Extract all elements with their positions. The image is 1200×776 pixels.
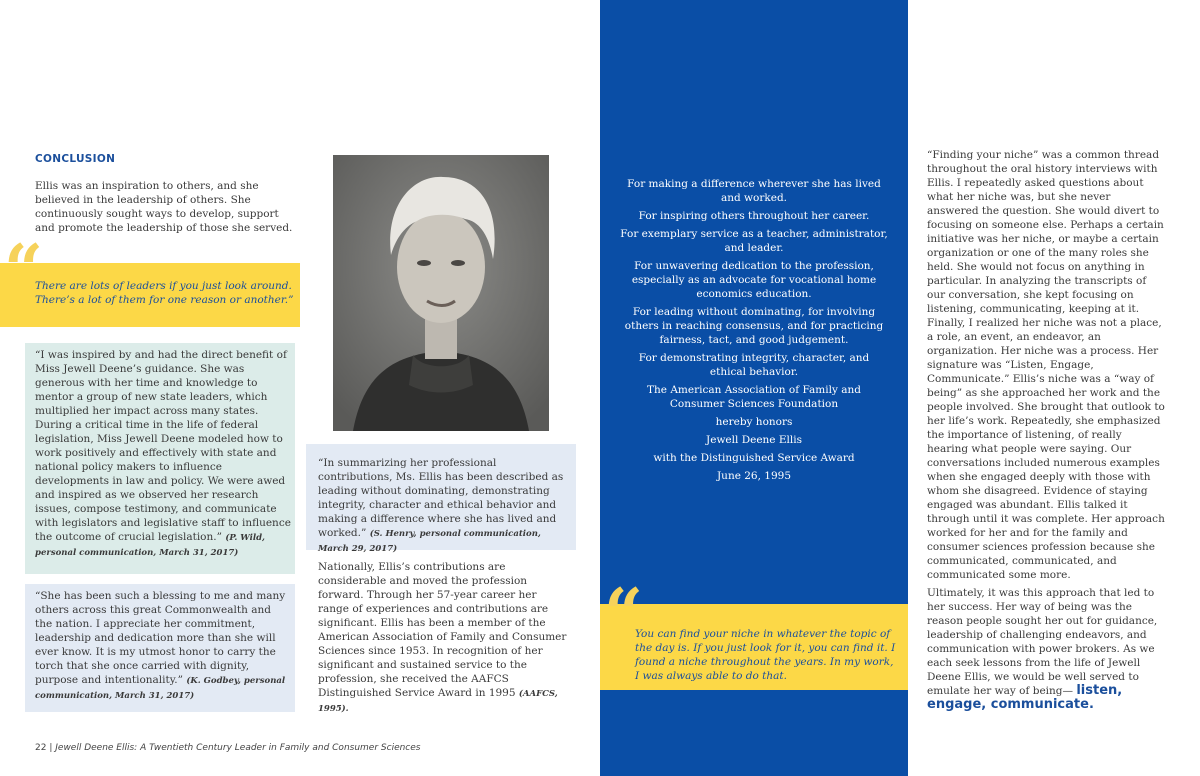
- closing-paragraph: [927, 586, 1165, 712]
- testimonial-godbey-cite: (K. Godbey, personal communication, March 31, 2017): [35, 676, 286, 701]
- award-line: June 26, 1995: [716, 470, 792, 482]
- award-line: with the Distinguished Service Award: [653, 452, 855, 464]
- portrait-illustration: [333, 155, 549, 431]
- award-line: For unwavering dedication to the profession, especially as an advocate for vocational home economics education.: [631, 260, 877, 300]
- award-citation: [620, 177, 888, 487]
- award-line: For making a difference wherever she has lived and worked.: [627, 178, 881, 204]
- pull-quote-niche: You can find your niche in whatever the topic of the day is. If you just look for it, you can find it. I found a niche throughout the years. In my work, I was always able to do that.: [635, 628, 896, 682]
- page-footer: [35, 743, 420, 753]
- conclusion-heading: CONCLUSION: [35, 153, 116, 165]
- award-line: hereby honors: [715, 416, 793, 428]
- award-line: For leading without dominating, for involving others in reaching consensus, and for practicing fairness, tact, and good judgement.: [624, 306, 884, 346]
- testimonial-godbey-text: “She has been such a blessing to me and many others across this great Commonwealth and the nation. I appreciate her commitment, leadership and dedication more than she will ever know. It is my utmost honor to carry the torch that she once carried with dignity, purpose and intentionality.”: [35, 590, 286, 686]
- award-line: The American Association of Family and Consumer Sciences Foundation: [647, 384, 861, 410]
- closing-text: Ultimately, it was this approach that led to her success. Her way of being was the reason people sought her out for guidance, leadership of challenging endeavors, and communication with power brokers. As we each seek lessons from the life of Jewell Deene Ellis, we would be well served to emulate her way of being—: [927, 587, 1158, 697]
- footer-title: Jewell Deene Ellis: A Twentieth Century Leader in Family and Consumer Sciences: [55, 743, 421, 753]
- award-line: For inspiring others throughout her career.: [638, 210, 870, 222]
- testimonial-wild-text: “I was inspired by and had the direct benefit of Miss Jewell Deene’s guidance. She was generous with her time and knowledge to mentor a group of new state leaders, which multiplied her impact across many states. During a critical time in the life of federal legislation, Miss Jewell Deene modeled how to work positively and effectively with state and national policy makers to influence developments in law and policy. We were awed and inspired as we observed her research issues, compose testimony, and communicate with legislators and legislative staff to influence the outcome of crucial legislation.”: [35, 349, 291, 543]
- portrait-photo: [333, 155, 549, 431]
- conclusion-intro: Ellis was an inspiration to others, and she believed in the leadership of others. She continuously sought ways to develop, support and promote the leadership of those she served.: [35, 180, 293, 234]
- national-cite: (AAFCS, 1995).: [318, 689, 558, 714]
- niche-paragraph: “Finding your niche” was a common thread throughout the oral history interviews with Ellis. I repeatedly asked questions about what her niche was, but she never answered the question. She would divert to focusing on someone else. Perhaps a certain initiative was her niche, or maybe a certain organization or one of the many roles she held. She would not focus on anything in particular. In analyzing the transcripts of our conversation, she kept focusing on listening, communicating, keeping at it. Finally, I realized her niche was not a place, a role, an event, an endeavor, an organization. Her niche was a process. Her signature was “Listen, Engage, Communicate.” Ellis’s niche was a “way of being” as she approached her work and the people involved. She brought that outlook to her life’s work. Repeatedly, she emphasized the importance of listening, of really hearing what people were saying. Our conversations included numerous examples when she engaged deeply with those with whom she disagreed. Evidence of staying engaged was abundant. Ellis talked it through until it was complete. Her approach worked for her and for the family and consumer sciences profession because she communicated, communicated, and communicated some more.: [927, 149, 1165, 581]
- testimonial-henry-text: “In summarizing her professional contributions, Ms. Ellis has been described as leading without dominating, demonstrating integrity, character and ethical behavior and making a difference where she has lived and worked.”: [318, 457, 564, 539]
- award-line: For demonstrating integrity, character, and ethical behavior.: [638, 352, 870, 378]
- testimonial-wild: [35, 348, 291, 560]
- national-text: Nationally, Ellis’s contributions are considerable and moved the profession forward. Through her 57-year career her range of experiences and contributions are significant. Ellis has been a member of the American Association of Family and Consumer Sciences since 1953. In recognition of her significant and sustained service to the profession, she received the AAFCS Distinguished Service Award in 1995: [318, 561, 567, 699]
- footer-separator: |: [49, 743, 53, 753]
- quote-mark-icon: “: [604, 574, 644, 654]
- testimonial-godbey: [35, 589, 291, 703]
- pull-quote-leaders: There are lots of leaders if you just look around. There’s a lot of them for one reason or another.”: [35, 280, 294, 306]
- page-number: 22: [35, 743, 47, 753]
- testimonial-wild-cite: (P. Wild, personal communication, March 31, 2017): [35, 533, 266, 558]
- quote-mark-icon: “: [4, 230, 44, 310]
- testimonial-henry: [318, 456, 570, 556]
- testimonial-henry-cite: (S. Henry, personal communication, March 29, 2017): [318, 529, 541, 554]
- national-contributions: [318, 560, 570, 716]
- award-line: For exemplary service as a teacher, administrator, and leader.: [620, 228, 888, 254]
- award-line: Jewell Deene Ellis: [706, 434, 802, 446]
- closing-highlight: listen, engage, communicate.: [927, 683, 1123, 712]
